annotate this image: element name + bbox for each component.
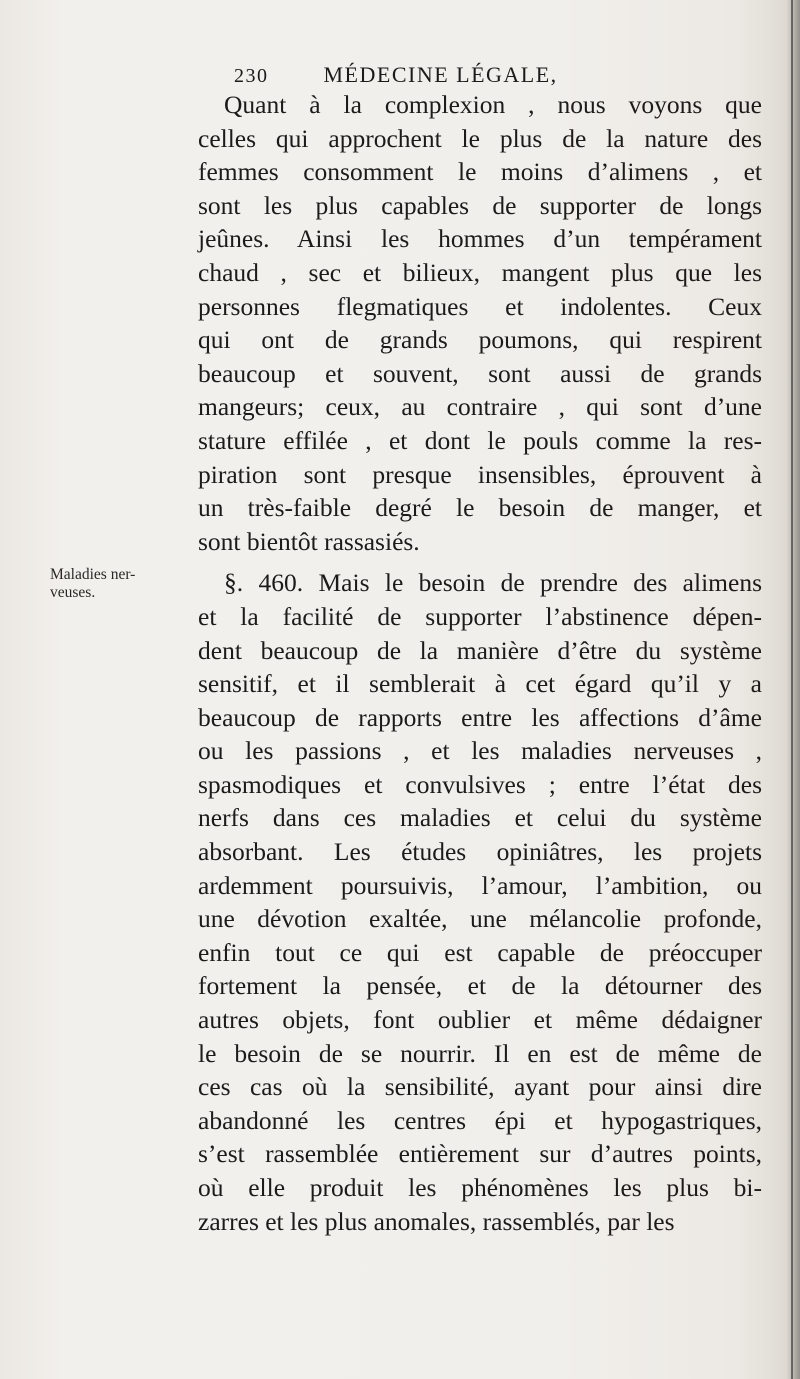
text-line: zarres et les plus anomales, rassemblés, par les <box>198 1206 675 1236</box>
text-line: ou les passions , et les maladies nerveuses , <box>198 736 762 766</box>
text-line: ces cas où la sensibilité, ayant pour ainsi dire <box>198 1072 762 1102</box>
text-line: le besoin de se nourrir. Il en est de même de <box>198 1038 762 1068</box>
text-line: §. 460. Mais le besoin de prendre des alimens <box>224 568 762 598</box>
text-line: sont bientôt rassasiés. <box>198 526 420 556</box>
text-line: nerfs dans ces maladies et celui du système <box>198 803 762 833</box>
text-line: ardemment poursuivis, l’amour, l’ambition, ou <box>198 870 762 900</box>
text-line: mangeurs; ceux, au contraire , qui sont d’une <box>198 392 762 422</box>
page-edge-shadow <box>786 0 800 1379</box>
text-line: jeûnes. Ainsi les hommes d’un tempérament <box>198 224 762 254</box>
text-line: sensitif, et il semblerait à cet égard qu’il y a <box>198 669 762 699</box>
text-line: une dévotion exaltée, une mélancolie profonde, <box>198 904 762 934</box>
text-line: fortement la pensée, et de la détourner des <box>198 971 762 1001</box>
text-line: stature effilée , et dont le pouls comme la res- <box>198 425 762 455</box>
text-line: beaucoup et souvent, sont aussi de grands <box>198 358 762 388</box>
text-line: un très-faible degré le besoin de manger, et <box>198 493 762 523</box>
text-line: celles qui approchent le plus de la nature des <box>198 123 762 153</box>
text-line: personnes flegmatiques et indolentes. Ceux <box>198 291 762 321</box>
running-head <box>234 62 558 88</box>
page-number: 230 <box>234 65 269 87</box>
page-edge-line <box>791 0 793 1379</box>
paragraph-gap <box>198 558 762 566</box>
body-text <box>198 88 762 1238</box>
running-title: MÉDECINE LÉGALE, <box>323 62 558 87</box>
text-line: enfin tout ce qui est capable de préoccuper <box>198 937 762 967</box>
text-line: femmes consomment le moins d’alimens , et <box>198 157 762 187</box>
text-line: dent beaucoup de la manière d’être du système <box>198 635 762 665</box>
text-line: où elle produit les phénomènes les plus bi- <box>198 1173 762 1202</box>
paragraph-2 <box>198 566 762 1238</box>
text-line: absorbant. Les études opiniâtres, les projets <box>198 837 762 867</box>
paragraph-1 <box>198 88 762 558</box>
margin-note-line: Maladies ner- <box>50 566 136 583</box>
text-line: qui ont de grands poumons, qui respirent <box>198 325 762 355</box>
text-line: sont les plus capables de supporter de longs <box>198 190 762 220</box>
text-line: s’est rassemblée entièrement sur d’autres points, <box>198 1139 762 1169</box>
text-line: piration sont presque insensibles, éprouvent à <box>198 459 762 489</box>
margin-note <box>50 566 190 602</box>
text-line: beaucoup de rapports entre les affections d’âme <box>198 702 762 732</box>
text-line: Quant à la complexion , nous voyons que <box>224 90 762 119</box>
text-line: chaud , sec et bilieux, mangent plus que les <box>198 257 762 287</box>
text-line: spasmodiques et convulsives ; entre l’état des <box>198 769 762 799</box>
text-line: abandonné les centres épi et hypogastriques, <box>198 1105 762 1135</box>
margin-note-line: veuses. <box>50 584 96 601</box>
text-line: autres objets, font oublier et même dédaigner <box>198 1005 762 1035</box>
text-line: et la facilité de supporter l’abstinence dépen- <box>198 601 762 631</box>
